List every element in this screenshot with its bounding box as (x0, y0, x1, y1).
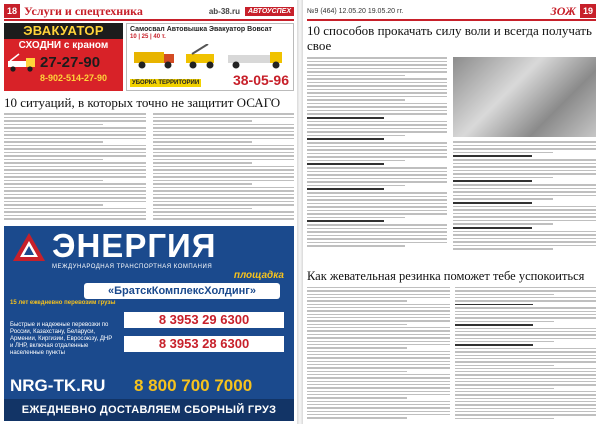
evacuator-phone-main: 27-27-90 (40, 54, 101, 71)
energia-logo-icon (12, 232, 46, 262)
header-rule-right (307, 19, 596, 21)
samosval-ad-phone: 38-05-96 (232, 72, 289, 88)
gum-article-body (307, 287, 450, 419)
samosval-ad-tag: УБОРКА ТЕРРИТОРИИ (132, 80, 200, 86)
energia-holding: «БратскКомплексХолдинг» (84, 283, 280, 299)
osago-article-body (4, 113, 294, 223)
evacuator-ad (4, 23, 123, 91)
energia-free-phone: 8 800 700 7000 (134, 376, 253, 395)
gum-article-body-right (455, 287, 596, 419)
right-page (303, 0, 600, 424)
energia-years: 15 лет ежедневно перевозим грузы (10, 300, 116, 306)
article-column (455, 287, 596, 419)
section-rubric-right: ЗОЖ (550, 3, 576, 18)
tow-truck-icon (7, 53, 37, 73)
energia-ad (4, 226, 294, 421)
energia-phone-2: 8 3953 28 6300 (124, 336, 284, 352)
article-column (307, 57, 447, 262)
header-rule (4, 19, 294, 21)
willpower-photo (453, 57, 596, 137)
gum-article-headline: Как жевательная резинка поможет тебе успокоиться (307, 269, 585, 283)
article-column (453, 141, 596, 262)
energia-description: Быстрые и надежные перевозки по России, Казахстану, Беларуси, Армении, Киргизии, Евросоюзу, ДНР и ЛНР, включая отдаленные населенные пункты (10, 322, 113, 356)
willpower-article-headline: 10 способов прокачать силу воли и всегда получать свое (307, 23, 592, 53)
evacuator-phone-mobile: 8-902-514-27-90 (40, 73, 108, 83)
energia-brand: ЭНЕРГИЯ (52, 227, 217, 264)
willpower-article-body-right (453, 141, 596, 262)
site-url[interactable]: ab-38.ru (208, 6, 240, 16)
energia-phone-1: 8 3953 29 6300 (124, 312, 284, 328)
samosval-ad-tonnage: 10 | 25 | 40 т. (130, 34, 166, 40)
issue-info: №9 (464) 12.05.20 19.05.20 гг. (307, 7, 404, 15)
samosval-ad-title: Самосвал Автовышка Эвакуатор Вовсат (130, 26, 272, 33)
dump-truck-icon (130, 44, 290, 70)
article-column (4, 113, 146, 223)
osago-article-headline: 10 ситуаций, в которых точно не защитит ОСАГО (4, 95, 281, 110)
evacuator-ad-subtitle: СХОДНИ с краном (18, 40, 109, 51)
willpower-article-body (307, 57, 447, 262)
left-page (0, 0, 297, 424)
energia-footer: ЕЖЕДНЕВНО ДОСТАВЛЯЕМ СБОРНЫЙ ГРУЗ (4, 399, 294, 421)
section-badge: АВТОУСПЕХ (245, 7, 294, 16)
samosval-ad (126, 23, 294, 91)
page-number-left: 18 (4, 4, 20, 18)
section-rubric: Услуги и спецтехника (24, 3, 143, 18)
article-column (153, 113, 295, 223)
evacuator-ad-title: ЭВАКУАТОР (4, 23, 123, 39)
left-page-header (4, 4, 294, 18)
energia-website[interactable]: NRG-TK.RU (10, 376, 106, 395)
energia-subtitle: МЕЖДУНАРОДНАЯ ТРАНСПОРТНАЯ КОМПАНИЯ (52, 264, 213, 270)
right-page-header (307, 4, 596, 18)
page-number-right: 19 (580, 4, 596, 18)
energia-platform-label: площадка (233, 270, 284, 281)
article-column (307, 287, 450, 419)
